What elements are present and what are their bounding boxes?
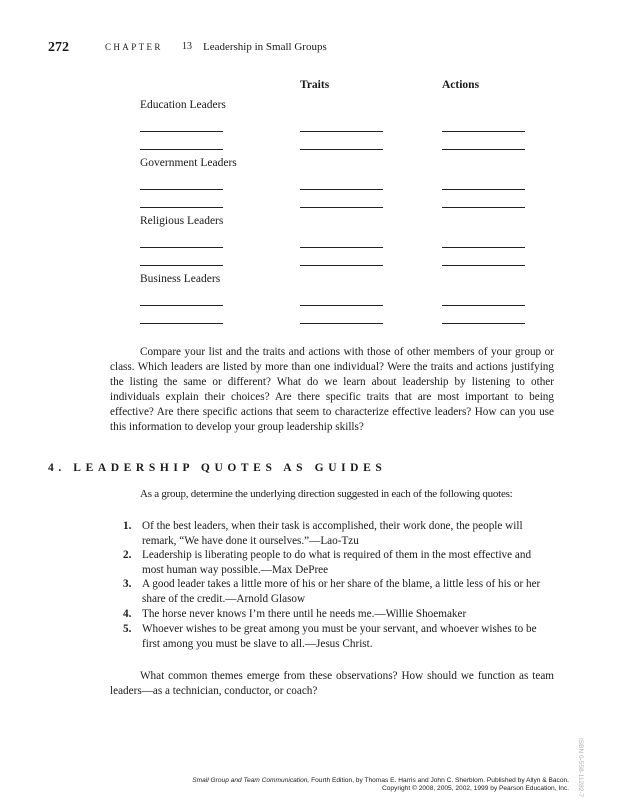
blank-line — [300, 131, 383, 132]
blank-line — [140, 207, 223, 208]
group-label-business: Business Leaders — [140, 273, 221, 285]
blank-line — [442, 265, 525, 266]
quote-text: Leadership is liberating people to do what is required of them in the most effective and most human way possible.—Max DePree — [142, 549, 532, 576]
quote-item — [110, 519, 555, 549]
quote-number: 3. — [123, 578, 132, 590]
discussion-paragraph: Compare your list and the traits and actions with those of other members of your group or class. Which leaders are listed by more than one individual? Were the traits and actions justifying the listing the same or different? What do we learn about leadership by listening to other individuals explain their choices? Are there specific traits that are most important to being effective? Are there specific actions that seem to characterize effective leaders? How can you use this information to develop your group leadership skills? — [110, 346, 554, 433]
page-number: 272 — [48, 40, 69, 55]
blank-line — [442, 131, 525, 132]
footer-citation — [192, 777, 569, 784]
group-label-education: Education Leaders — [140, 99, 226, 111]
blank-line — [140, 323, 223, 324]
blank-line — [442, 207, 525, 208]
blank-line — [442, 323, 525, 324]
blank-line — [300, 189, 383, 190]
blank-line — [140, 149, 223, 150]
quote-item — [110, 548, 555, 578]
quote-number: 5. — [123, 623, 132, 635]
blank-line — [442, 149, 525, 150]
blank-line — [140, 305, 223, 306]
quote-text: Of the best leaders, when their task is accomplished, their work done, the people will remark, “We have done it ourselves.”—Lao-Tzu — [142, 520, 523, 547]
blank-line — [140, 189, 223, 190]
blank-line — [442, 189, 525, 190]
isbn-text: ISBN 0-558-11282-7 — [577, 738, 584, 798]
chapter-title: Leadership in Small Groups — [203, 41, 327, 53]
quote-text: Whoever wishes to be great among you must be your servant, and whoever wishes to be first among you must be slave to all.—Jesus Christ. — [142, 623, 537, 650]
section-intro: As a group, determine the underlying direction suggested in each of the following quotes: — [140, 488, 513, 500]
chapter-number: 13 — [182, 41, 192, 52]
closing-paragraph: What common themes emerge from these observations? How should we function as team leaders—as a technician, conductor, or coach? — [110, 670, 554, 697]
group-label-religious: Religious Leaders — [140, 215, 224, 227]
quote-text: The horse never knows I’m there until he needs me.—Willie Shoemaker — [142, 608, 467, 620]
blank-line — [300, 305, 383, 306]
group-label-government: Government Leaders — [140, 157, 237, 169]
blank-line — [442, 247, 525, 248]
blank-line — [300, 265, 383, 266]
column-header-actions: Actions — [442, 79, 480, 91]
quote-item — [110, 622, 555, 652]
quote-item — [110, 607, 555, 622]
chapter-label: CHAPTER — [105, 42, 163, 52]
quote-number: 2. — [123, 549, 132, 561]
column-header-traits: Traits — [300, 79, 330, 91]
blank-line — [300, 323, 383, 324]
footer-book-title: Small Group and Team Communication, — [192, 777, 310, 784]
blank-line — [140, 265, 223, 266]
blank-line — [442, 305, 525, 306]
section-heading: 4. LEADERSHIP QUOTES AS GUIDES — [48, 462, 387, 474]
footer-citation-rest: Fourth Edition, by Thomas E. Harris and John C. Sherblom. Published by Allyn & Bacon. — [309, 777, 569, 784]
quote-number: 4. — [123, 608, 132, 620]
quote-item — [110, 577, 555, 607]
blank-line — [300, 149, 383, 150]
quote-text: A good leader takes a little more of his or her share of the blame, a little less of his or her share of the credit.—Arnold Glasow — [142, 578, 541, 605]
blank-line — [140, 247, 223, 248]
blank-line — [300, 247, 383, 248]
blank-line — [140, 131, 223, 132]
footer-copyright: Copyright © 2008, 2005, 2002, 1999 by Pearson Education, Inc. — [381, 785, 569, 792]
quote-number: 1. — [123, 520, 132, 532]
blank-line — [300, 207, 383, 208]
